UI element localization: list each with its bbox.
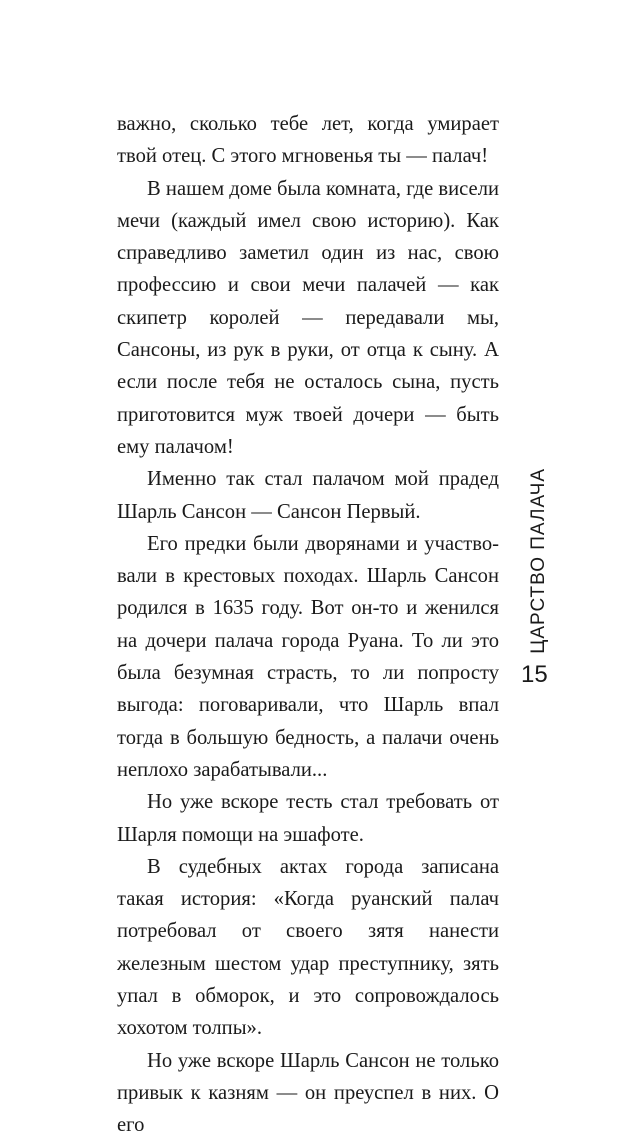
body-text (117, 108, 499, 1142)
paragraph-3: Именно так стал палачом мой прадед Шарль Сансон — Сансон Первый. (117, 468, 499, 523)
paragraph-2: В нашем доме была комната, где висели мечи (каждый имел свою историю). Как справедливо заметил один из нас, свою профессию и свои мечи палачей — как скипетр королей — передавали мы, Сансоны, из рук в руки, от отца к сыну. А если после тебя не осталось сына, пусть приготовится муж твоей дочери — быть ему палачом! (117, 177, 499, 458)
paragraph-5: Но уже вскоре тесть стал требовать от Шарля помощи на эшафоте. (117, 791, 499, 846)
paragraph-6: В судебных актах города записана такая история: «Когда руанский палач потребовал от своего зятя нанести железным шестом удар преступнику, зять упал в обморок, и это сопровождалось хохотом толпы». (117, 855, 499, 1040)
running-head: ЦАРСТВО ПАЛАЧА (528, 468, 549, 654)
paragraph-1: важно, сколько тебе лет, когда умирает твой отец. С этого мгновенья ты — палач! (117, 113, 499, 168)
paragraph-4: Его предки были дворянами и участвовали в крестовых походах. Шарль Сансон родился в 1635 году. Вот он-то и женился на дочери палача города Руана. То ли это была безумная страсть, то ли попросту выгода: поговаривали, что Шарль впал тогда в большую бедность, а палачи очень неплохо зарабатывали... (117, 532, 499, 781)
paragraph-7: Но уже вскоре Шарль Сансон не только привык к казням — он преуспел в них. О его (117, 1049, 499, 1137)
page-number: 15 (521, 661, 548, 688)
